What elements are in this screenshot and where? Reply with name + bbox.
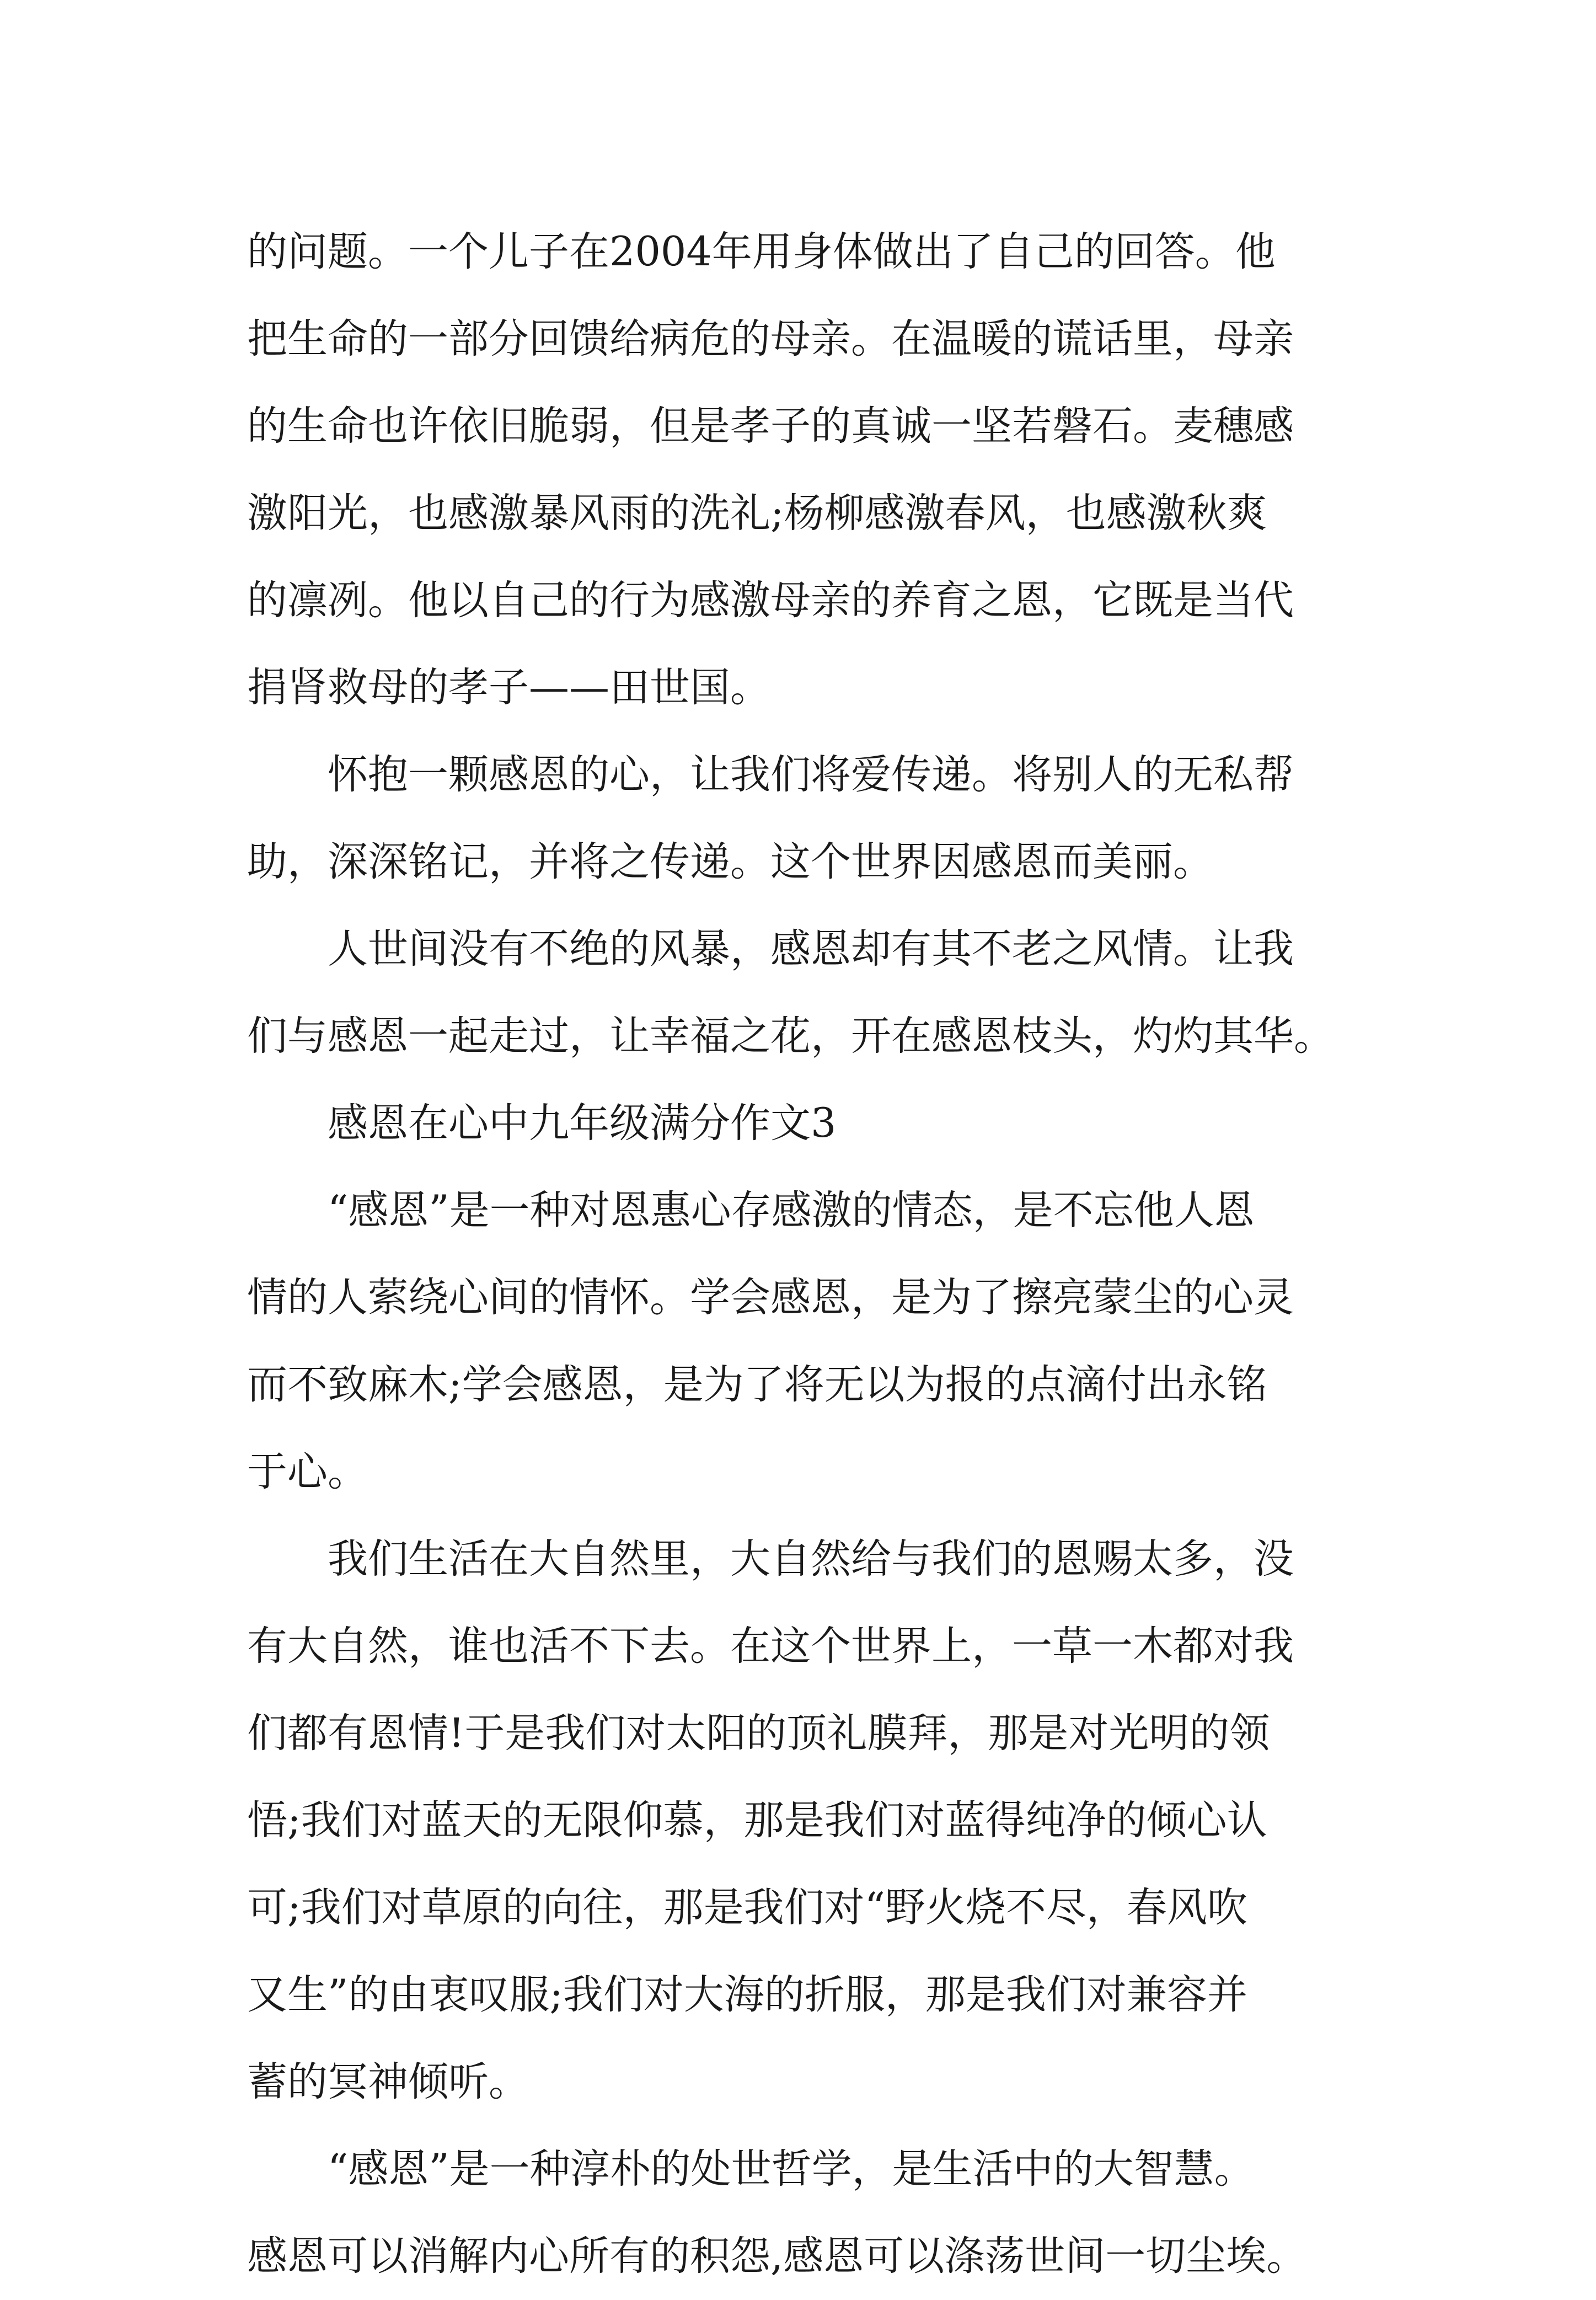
text-line: 有大自然，谁也活不下去。在这个世界上，一草一木都对我 — [247, 1623, 1294, 1670]
text-line: 捐肾救母的孝子——田世国。 — [247, 664, 770, 711]
text-line: 人世间没有不绝的风暴，感恩却有其不老之风情。让我 — [328, 926, 1294, 972]
text-line: 激阳光，也感激暴风雨的洗礼;杨柳感激春风，也感激秋爽 — [247, 490, 1267, 537]
heading-text: 感恩在心中九年级满分作文3 — [328, 1100, 837, 1147]
text-line: 悟;我们对蓝天的无限仰慕，那是我们对蓝得纯净的倾心认 — [247, 1797, 1267, 1844]
text-line: 于心。 — [247, 1448, 368, 1495]
text-line: “感恩”是一种淳朴的处世哲学，是生活中的大智慧。 — [328, 2146, 1255, 2192]
text-line: 蓄的冥神倾听。 — [247, 2058, 529, 2105]
text-line: 我们生活在大自然里，大自然给与我们的恩赐太多，没 — [328, 1536, 1294, 1582]
text-line: 的生命也许依旧脆弱，但是孝子的真诚一坚若磐石。麦穗感 — [247, 403, 1294, 450]
text-line: 们都有恩情!于是我们对太阳的顶礼膜拜，那是对光明的领 — [247, 1710, 1270, 1757]
text-line: 怀抱一颗感恩的心，让我们将爱传递。将别人的无私帮 — [328, 751, 1294, 798]
text-line: 们与感恩一起走过，让幸福之花，开在感恩枝头，灼灼其华。 — [247, 1013, 1334, 1060]
paragraph-3 — [247, 906, 1389, 1080]
text-line: 的问题。一个儿子在2004年用身体做出了自己的回答。他 — [247, 228, 1276, 275]
paragraph-4 — [247, 1167, 1389, 1516]
text-line: 情的人萦绕心间的情怀。学会感恩，是为了擦亮蒙尘的心灵 — [247, 1274, 1294, 1321]
paragraph-5 — [247, 1516, 1389, 2126]
text-line: 的凛冽。他以自己的行为感激母亲的养育之恩，它既是当代 — [247, 577, 1294, 624]
text-line: 助，深深铭记，并将之传递。这个世界因感恩而美丽。 — [247, 838, 1213, 885]
paragraph-1 — [247, 208, 1389, 731]
text-line: 而不致麻木;学会感恩，是为了将无以为报的点滴付出永铭 — [247, 1361, 1267, 1408]
section-heading — [247, 1080, 1389, 1167]
paragraph-6 — [247, 2126, 1389, 2300]
text-line: 又生”的由衷叹服;我们对大海的折服，那是我们对兼容并 — [247, 1971, 1247, 2018]
text-line: 把生命的一部分回馈给病危的母亲。在温暖的谎话里，母亲 — [247, 315, 1294, 362]
text-line: 可;我们对草原的向往，那是我们对“野火烧不尽，春风吹 — [247, 1884, 1247, 1931]
text-line: “感恩”是一种对恩惠心存感激的情态，是不忘他人恩 — [328, 1187, 1255, 1234]
document-body — [247, 208, 1389, 2300]
paragraph-2 — [247, 731, 1389, 906]
text-line: 感恩可以消解内心所有的积怨,感恩可以涤荡世间一切尘埃。 — [247, 2233, 1307, 2280]
